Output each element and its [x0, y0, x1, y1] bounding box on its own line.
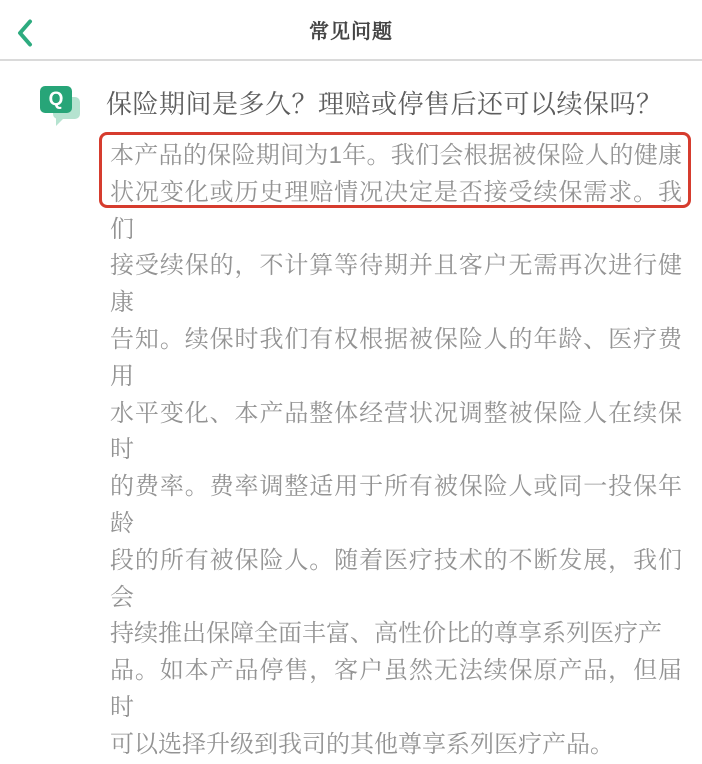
answer-line: 水平变化、本产品整体经营状况调整被保险人在续保时 — [110, 399, 682, 464]
answer-line: 可以选择升级到我司的其他尊享系列医疗产品。 — [110, 730, 614, 758]
answer-line: 状况变化或历史理赔情况决定是否接受续保需求。我们 — [110, 178, 682, 243]
answer-line: 品。如本产品停售，客户虽然无法续保原产品，但届时 — [110, 657, 682, 721]
header-divider — [0, 59, 702, 61]
answer-line: 段的所有被保险人。随着医疗技术的不断发展，我们会 — [110, 546, 682, 611]
answer-line: 持续推出保障全面丰富、高性价比的尊享系列医疗产 — [110, 620, 662, 648]
answer-line: 的费率。费率调整适用于所有被保险人或同一投保年龄 — [110, 473, 682, 537]
q-letter-badge: Q — [40, 86, 72, 113]
navbar — [0, 0, 702, 59]
back-button[interactable] — [8, 16, 42, 50]
back-chevron-icon — [16, 19, 34, 47]
answer-line: 告知。续保时我们有权根据被保险人的年龄、医疗费用 — [110, 325, 682, 390]
answer-line: 接受续保的，不计算等待期并且客户无需再次进行健康 — [110, 252, 682, 317]
answer-line: 本产品的保险期间为1年。我们会根据被保险人的健康 — [110, 142, 682, 169]
question-text: 保险期间是多久？理赔或停售后还可以续保吗？ — [106, 89, 663, 119]
question-row — [40, 86, 682, 126]
faq-content — [0, 86, 702, 764]
page-title: 常见问题 — [309, 21, 393, 43]
question-bubble-icon — [40, 86, 86, 126]
answer-paragraph — [110, 138, 682, 764]
